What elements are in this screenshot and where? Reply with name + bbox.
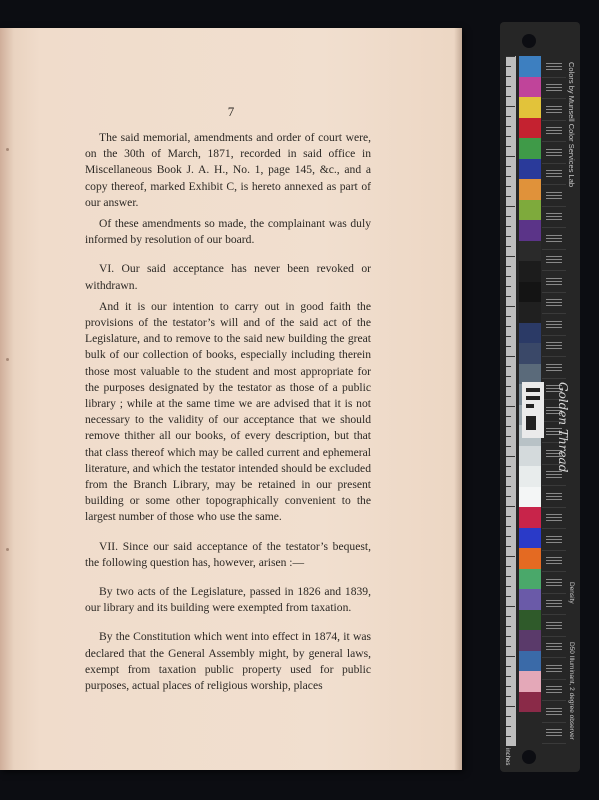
ruler-tick [506, 736, 511, 737]
color-patch [519, 548, 541, 569]
patch-value-cell [542, 637, 566, 659]
color-patch [519, 200, 541, 221]
color-patch [519, 343, 541, 364]
ruler-tick [506, 356, 515, 357]
ruler-tick [506, 196, 511, 197]
patch-value-cell [542, 357, 566, 379]
patch-value-cell [542, 99, 566, 121]
patch-value-cell [542, 723, 566, 745]
patch-value-cell [542, 142, 566, 164]
golden-thread-text: Golden Thread [556, 382, 570, 473]
ruler-tick [506, 206, 515, 207]
ruler-tick [506, 486, 511, 487]
color-patch [519, 569, 541, 590]
ruler-tick [506, 656, 515, 657]
ruler-tick [506, 76, 511, 77]
ruler-tick [506, 276, 511, 277]
patch-value-cell [542, 121, 566, 143]
ruler-tick [506, 246, 511, 247]
patch-value-cell [542, 572, 566, 594]
brand-label: Colors by Munsell Color Services Lab [567, 62, 576, 188]
color-patch [519, 302, 541, 323]
paragraph: The said memorial, amendments and order of court were, on the 30th of March, 1871, recorded in said office in Miscellaneous Book J. A. H., No. 1, page 145, &c., and a copy thereof, marked Exhibit C, is hereto annexed as part of our answer. [85, 131, 371, 209]
ruler-tick [506, 146, 511, 147]
ruler-tick [506, 306, 515, 307]
ruler-tick [506, 86, 511, 87]
patch-value-cell [542, 314, 566, 336]
ruler-tick [506, 496, 511, 497]
patch-value-cell [542, 658, 566, 680]
color-patch [519, 77, 541, 98]
ruler-tick [506, 376, 511, 377]
ruler-tick [506, 556, 515, 557]
illuminant-text: D50 Illuminant, 2 degree observer [568, 642, 575, 740]
patch-value-cell [542, 594, 566, 616]
ruler-tick [506, 296, 511, 297]
patch-value-cell [542, 271, 566, 293]
ruler-tick [506, 126, 511, 127]
ruler-tick [506, 616, 511, 617]
ruler-tick [506, 66, 511, 67]
ruler-tick [506, 96, 511, 97]
ruler-tick [506, 346, 511, 347]
color-patch [519, 138, 541, 159]
ruler-tick [506, 696, 511, 697]
paragraph: VI. Our said acceptance has never been revoked or withdrawn. [85, 262, 371, 292]
ruler-tick [506, 216, 511, 217]
patch-value-cell [542, 228, 566, 250]
ruler-tick [506, 266, 511, 267]
ruler-tick [506, 506, 515, 507]
ruler-tick [506, 686, 511, 687]
patch-value-cell [542, 615, 566, 637]
ruler-tick [506, 256, 515, 257]
ruler-tick [506, 166, 511, 167]
mount-hole [522, 750, 536, 764]
mount-hole [522, 34, 536, 48]
color-patch [519, 671, 541, 692]
ruler-tick [506, 586, 511, 587]
ruler-tick [506, 406, 515, 407]
color-patch [519, 692, 541, 713]
patch-value-cell [542, 293, 566, 315]
ruler-tick [506, 526, 511, 527]
paragraph: Of these amendments so made, the complainant was duly informed by resolution of our board. [85, 217, 371, 247]
inches-label: inches [504, 748, 510, 766]
color-patch [519, 261, 541, 282]
ruler-tick [506, 476, 511, 477]
ruler-tick [506, 626, 511, 627]
patch-value-cell [542, 336, 566, 358]
ruler-tick [506, 396, 511, 397]
ruler-tick [506, 316, 511, 317]
color-patch [519, 528, 541, 549]
ruler-tick [506, 106, 515, 107]
color-patch [519, 323, 541, 344]
color-checker-target [500, 22, 580, 772]
patch-value-cell [542, 529, 566, 551]
ruler-tick [506, 576, 511, 577]
ruler-tick [506, 56, 515, 57]
color-patch [519, 630, 541, 651]
patch-value-cell [542, 250, 566, 272]
ruler-tick [506, 156, 515, 157]
ruler-tick [506, 466, 511, 467]
ruler-tick [506, 136, 511, 137]
patch-value-cell [542, 551, 566, 573]
ruler-tick [506, 226, 511, 227]
ruler-tick [506, 646, 511, 647]
patch-value-cell [542, 486, 566, 508]
ruler-tick [506, 386, 511, 387]
paragraph: And it is our intention to carry out in good faith the provisions of the testator’s will and of the said act of the Legislature, and to remove to the said new building the great bulk of our collection of books, especially including therein those most valuable to the student and most appropriate for the purposes designated by the testator as those of a public library ; while at the same time we are advised that it is not necessary to the validity of our acceptance that we should remove thither all our books, of every description, but that that class thereof which may be called current and ephemeral literature, and which the testator intended should be excluded from the Branch Library, may be retained in our present building or some other topographically convenient to the largest number of those who use the same. [85, 299, 371, 524]
color-patch [519, 610, 541, 631]
ruler-tick [506, 546, 511, 547]
color-patch [519, 97, 541, 118]
ruler-tick [506, 286, 511, 287]
color-patch [519, 364, 541, 385]
color-patch [519, 56, 541, 77]
ruler-tick [506, 606, 515, 607]
patch-value-cell [542, 185, 566, 207]
patch-value-cell [542, 56, 566, 78]
ruler-tick [506, 366, 511, 367]
ruler-tick [506, 596, 511, 597]
patch-value-cell [542, 701, 566, 723]
ruler-tick [506, 336, 511, 337]
color-patch [519, 179, 541, 200]
color-patch [519, 282, 541, 303]
paragraph: VII. Since our said acceptance of the testator’s bequest, the following question has, however, arisen :— [85, 539, 371, 569]
ruler-tick [506, 236, 511, 237]
ruler-tick [506, 326, 511, 327]
ruler-tick [506, 446, 511, 447]
binding-stitch [6, 358, 9, 361]
color-patch [519, 118, 541, 139]
page-number: 7 [227, 104, 235, 119]
ruler-tick [506, 426, 511, 427]
logo-icon [522, 382, 544, 438]
ruler-tick [506, 706, 515, 707]
ruler-tick [506, 176, 511, 177]
color-patch [519, 651, 541, 672]
ruler-tick [506, 676, 511, 677]
ruler-tick [506, 416, 511, 417]
ruler-tick [506, 516, 511, 517]
patch-value-cell [542, 78, 566, 100]
density-label: Density D50 Illuminant, 2 degree observer [568, 582, 575, 740]
paragraph: By two acts of the Legislature, passed in 1826 and 1839, our library and its building were exempted from taxation. [85, 585, 371, 615]
patch-value-cell [542, 508, 566, 530]
ruler-tick [506, 186, 511, 187]
patch-value-cell [542, 680, 566, 702]
color-patch [519, 466, 541, 487]
ruler-tick [506, 716, 511, 717]
binding-stitch [6, 148, 9, 151]
ruler-tick [506, 536, 511, 537]
golden-thread-logo [522, 382, 578, 473]
color-patch [519, 159, 541, 180]
paragraph: By the Constitution which went into effect in 1874, it was declared that the General Assembly might, by general laws, exempt from taxation public property used for public purposes, actual places of religious worship, places [85, 630, 371, 693]
color-patch [519, 220, 541, 241]
patch-value-cell [542, 164, 566, 186]
ruler-tick [506, 566, 511, 567]
inch-ruler [506, 56, 516, 746]
color-patch [519, 507, 541, 528]
patch-value-cell [542, 207, 566, 229]
body-text [85, 130, 371, 699]
color-patch [519, 487, 541, 508]
ruler-tick [506, 726, 511, 727]
color-patch [519, 241, 541, 262]
binding-stitch [6, 548, 9, 551]
ruler-tick [506, 436, 511, 437]
color-patch [519, 589, 541, 610]
ruler-tick [506, 666, 511, 667]
ruler-tick [506, 636, 511, 637]
ruler-tick [506, 116, 511, 117]
ruler-tick [506, 456, 515, 457]
